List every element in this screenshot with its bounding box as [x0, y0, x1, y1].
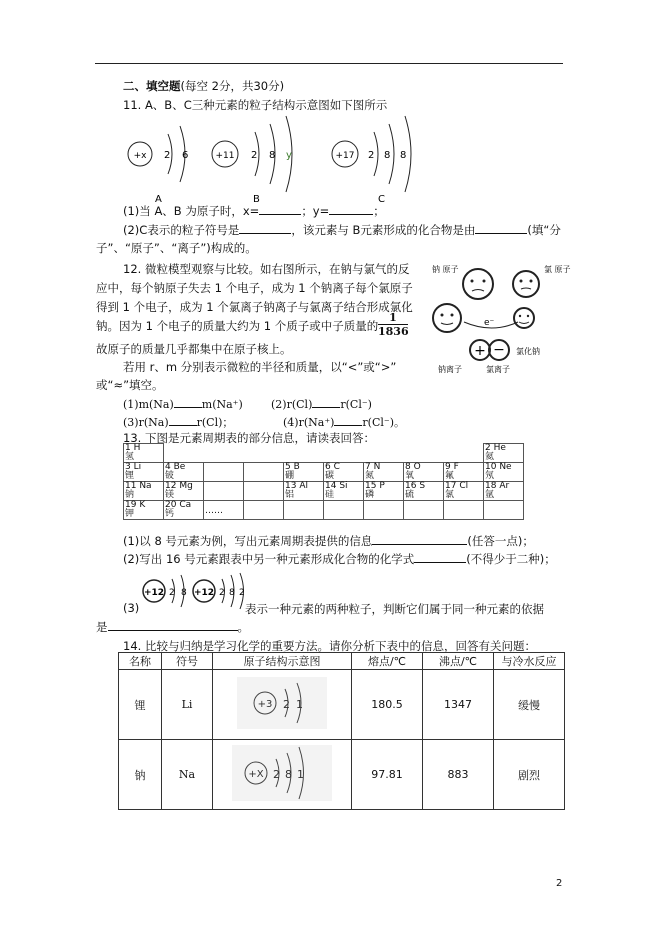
q12-nacl-figure: [432, 262, 571, 374]
pt-cell: 20 Ca 钙: [164, 501, 204, 520]
q13-p3b: 表示一种元素的两种粒子，判断它们属于同一种元素的依据: [245, 602, 544, 616]
q11-y-blank[interactable]: [329, 203, 373, 215]
mg-ion-diagram: [143, 575, 187, 607]
cell-symbol: Na: [162, 740, 213, 810]
col-header-bp: 沸点/℃: [423, 653, 494, 670]
q12-i1a: (1)m(Na): [123, 398, 174, 411]
q11-p2c-text: (填“分: [527, 223, 561, 237]
col-header-name: 名称: [119, 653, 162, 670]
q12-line3: 得到 1 个电子，成为 1 个氯离子钠离子与氯离子结合形成氯化: [96, 300, 413, 314]
li-structure-diagram: [237, 677, 327, 729]
ion1-shell-2: 8: [181, 588, 187, 598]
atom-b-shell-1: 2: [251, 150, 258, 161]
pt-cell: [204, 482, 244, 501]
cell-structure: [213, 670, 352, 740]
pt-cell: 3 Li 锂: [124, 463, 164, 482]
q12-i1b: m(Na⁺): [201, 398, 243, 411]
nacl-label: 氯化钠: [516, 347, 540, 356]
pt-cell: 12 Mg 镁: [164, 482, 204, 501]
pt-row-1: [124, 444, 524, 463]
cell-name: 锂: [119, 670, 162, 740]
cell-structure: [213, 740, 352, 810]
ion2-nucleus: +12: [193, 588, 215, 598]
q13-p3a: (3): [123, 601, 140, 615]
pt-cell: 2 He 氦: [484, 444, 524, 463]
q13-stem: 13. 下图是元素周期表的部分信息，请读表回答：: [123, 431, 375, 445]
col-header-mp: 熔点/℃: [352, 653, 423, 670]
table-header-row: [119, 653, 565, 670]
svg-text:−: −: [493, 342, 505, 358]
pt-cell: [284, 501, 324, 520]
cell-name: 钠: [119, 740, 162, 810]
pt-row-2: [124, 463, 524, 482]
atom-c-diagram: [332, 116, 411, 205]
cell-symbol: Li: [162, 670, 213, 740]
ion1-nucleus: +12: [143, 588, 165, 598]
cell-melting-point: 97.81: [352, 740, 423, 810]
periodic-table-excerpt: [123, 443, 524, 520]
q12-item1: [123, 396, 243, 411]
section-note: (每空 2分，共30分): [180, 79, 285, 93]
q11-symbol-blank[interactable]: [239, 222, 291, 234]
cell-reaction: 缓慢: [494, 670, 565, 740]
q13-p1b-text: (任答一点)；: [467, 534, 534, 548]
na-atom-label: 钠 原子: [432, 265, 459, 274]
q13-p1-text: (1)以 8 号元素为例，写出元素周期表提供的信息: [123, 534, 373, 548]
q13-p3c-text: 是: [96, 620, 108, 634]
cell-melting-point: 180.5: [352, 670, 423, 740]
pt-cell: 8 O 氧: [404, 463, 444, 482]
q11-p1c-text: ；: [373, 204, 385, 218]
atom-a-nucleus: +x: [133, 151, 147, 161]
na-structure-diagram: [232, 745, 332, 801]
q11-atom-diagrams: [118, 112, 418, 204]
pt-cell: 9 F 氟: [444, 463, 484, 482]
pt-empty: [284, 444, 324, 463]
atom-c-nucleus: +17: [335, 151, 355, 161]
atom-b-shell-3: y: [286, 150, 292, 161]
q12-blank-4[interactable]: [334, 414, 362, 426]
ion2-shell-1: 2: [219, 588, 225, 598]
col-header-symbol: 符号: [162, 653, 213, 670]
pt-cell: [404, 501, 444, 520]
q11-part2: [123, 222, 561, 238]
table-row-li: [119, 670, 565, 740]
pt-cell: 15 P 磷: [364, 482, 404, 501]
fraction-denominator: 1836: [378, 325, 409, 338]
atom-b-shell-2: 8: [269, 150, 276, 161]
q13-formula-blank[interactable]: [414, 551, 466, 563]
q13-info-blank[interactable]: [372, 533, 467, 545]
cl-ion-face-icon: [514, 308, 534, 328]
atom-a-shell-2: 6: [182, 150, 189, 161]
q12-item2: [271, 396, 372, 411]
q11-part1: [123, 203, 385, 219]
na-ion-face-icon: [433, 304, 461, 332]
col-header-structure: 原子结构示意图: [213, 653, 352, 670]
q13-p3d-text: 。: [237, 620, 249, 634]
header-rule: [95, 63, 563, 64]
pt-empty: [404, 444, 444, 463]
q12-item4: [283, 414, 405, 430]
pt-cell: [244, 463, 284, 482]
atom-a-label: A: [155, 194, 162, 205]
pt-cell: 18 Ar 氩: [484, 482, 524, 501]
cell-reaction: 剧烈: [494, 740, 565, 810]
ion1-shell-1: 2: [169, 588, 175, 598]
q11-compound-blank[interactable]: [475, 222, 527, 234]
cell-boiling-point: 1347: [423, 670, 494, 740]
pt-row-4: [124, 501, 524, 520]
cell-boiling-point: 883: [423, 740, 494, 810]
q12-line2: 应中，每个钠原子失去 1 个电子，成为 1 个钠离子每个氯原子: [96, 281, 413, 295]
q12-line1: 12. 微粒模型观察与比较。如右图所示，在钠与氯气的反: [123, 262, 410, 276]
atom-c-shell-2: 8: [384, 150, 391, 161]
li-nucleus: +3: [257, 699, 273, 710]
q13-part1: [123, 533, 534, 549]
na-shell-1: 2: [273, 768, 280, 781]
pt-cell: 6 C 碳: [324, 463, 364, 482]
svg-text:+: +: [474, 343, 486, 359]
pt-cell: 11 Na 钠: [124, 482, 164, 501]
pt-cell: 13 Al 铝: [284, 482, 324, 501]
q13-p2b-text: (不得少于二种)；: [466, 552, 556, 566]
atom-b-label: B: [253, 194, 260, 205]
pt-empty: [164, 444, 204, 463]
q13-ion-diagrams: [140, 573, 260, 611]
pt-cell: [244, 482, 284, 501]
pt-empty: [204, 444, 244, 463]
pt-cell: [444, 501, 484, 520]
pt-cell: [244, 501, 284, 520]
table-row-na: [119, 740, 565, 810]
electron-label: e⁻: [484, 318, 495, 328]
na-ion-label: 钠离子: [438, 365, 462, 374]
pt-empty: [244, 444, 284, 463]
q13-basis-blank[interactable]: [108, 619, 238, 631]
li-shell-2: 1: [296, 698, 303, 711]
q12-i2b: r(Cl⁻): [340, 398, 372, 411]
q12-item3: [123, 414, 233, 430]
q12-blank-1[interactable]: [174, 396, 202, 408]
li-shell-1: 2: [283, 698, 290, 711]
pt-cell: 17 Cl 氯: [444, 482, 484, 501]
q12-i3b: r(Cl)；: [196, 416, 234, 429]
q14-stem: 14. 比较与归纳是学习化学的重要方法。请你分析下表中的信息，回答有关问题：: [123, 639, 536, 653]
pt-cell: 16 S 硫: [404, 482, 444, 501]
q12-i3a: (3)r(Na): [123, 416, 169, 429]
q13-part3-end: [96, 619, 249, 635]
q12-line5: 故原子的质量几乎都集中在原子核上。: [96, 342, 292, 356]
q12-i4a: (4)r(Na⁺): [283, 416, 335, 429]
q12-line6: 若用 r、m 分别表示微粒的半径和质量，以“<”或“>”: [123, 360, 397, 374]
q13-part2: [123, 551, 556, 567]
q11-p2b-text: ，该元素与 B元素形成的化合物是由: [291, 223, 476, 237]
cl-atom-label: 氯 原子: [544, 265, 571, 274]
q12-blank-3[interactable]: [169, 414, 197, 426]
pt-empty: [444, 444, 484, 463]
q12-line7: 或“≈”填空。: [96, 378, 164, 392]
pt-cell: 4 Be 铍: [164, 463, 204, 482]
ion2-shell-2: 8: [229, 588, 235, 598]
q11-x-blank[interactable]: [259, 203, 301, 215]
na-shell-2: 8: [285, 768, 292, 781]
na-atom-face-icon: [463, 269, 493, 299]
q11-p2a-text: (2)C表示的粒子符号是: [123, 223, 240, 237]
pt-cell: 10 Ne 氖: [484, 463, 524, 482]
pt-cell: 5 B 硼: [284, 463, 324, 482]
q12-fraction: [378, 311, 408, 338]
pt-cell: [204, 463, 244, 482]
alkali-comparison-table: [118, 652, 565, 810]
atom-c-label: C: [378, 194, 385, 205]
atom-a-shell-1: 2: [164, 150, 171, 161]
atom-c-shell-3: 8: [400, 150, 407, 161]
pt-cell: [324, 501, 364, 520]
pt-cell: 1 H 氢: [124, 444, 164, 463]
pt-cell: ……: [204, 501, 244, 520]
pt-cell: 14 Si 硅: [324, 482, 364, 501]
na-nucleus: +X: [248, 769, 264, 780]
q12-blank-2[interactable]: [312, 396, 340, 408]
atom-a-diagram: [128, 126, 188, 205]
page-number: 2: [556, 878, 563, 889]
na-shell-3: 1: [297, 768, 304, 781]
q11-stem: 11. A、B、C三种元素的粒子结构示意图如下图所示: [123, 98, 388, 112]
q11-p2d: 子”、“原子”、“离子”)构成的。: [96, 241, 257, 255]
q12-line4: 钠。因为 1 个电子的质量大约为 1 个质子或中子质量的: [96, 319, 379, 333]
q12-i2a: (2)r(Cl): [271, 398, 313, 411]
pt-cell: [484, 501, 524, 520]
pt-cell: [364, 501, 404, 520]
col-header-reaction: 与冷水反应: [494, 653, 565, 670]
pt-cell: 7 N 氮: [364, 463, 404, 482]
section-heading: [123, 78, 284, 94]
pt-cell: 19 K 钾: [124, 501, 164, 520]
mg-atom-diagram: [193, 573, 245, 609]
q11-p1-text: (1)当 A、B 为原子时，x=: [123, 204, 260, 218]
q13-p2-text: (2)写出 16 号元素跟表中另一种元素形成化合物的化学式: [123, 552, 415, 566]
cl-atom-face-icon: [513, 271, 539, 297]
atom-b-nucleus: +11: [215, 151, 235, 161]
pt-empty: [364, 444, 404, 463]
pt-row-3: [124, 482, 524, 501]
fraction-numerator: 1: [389, 311, 397, 324]
cl-ion-label: 氯离子: [486, 365, 510, 374]
q11-p1b-text: ；y=: [301, 204, 330, 218]
ion2-shell-3: 2: [239, 588, 245, 598]
pt-empty: [324, 444, 364, 463]
atom-b-diagram: [212, 116, 292, 205]
section-title: 二、填空题: [123, 79, 181, 93]
atom-c-shell-1: 2: [368, 150, 375, 161]
q12-i4b: r(Cl⁻)。: [362, 416, 406, 429]
